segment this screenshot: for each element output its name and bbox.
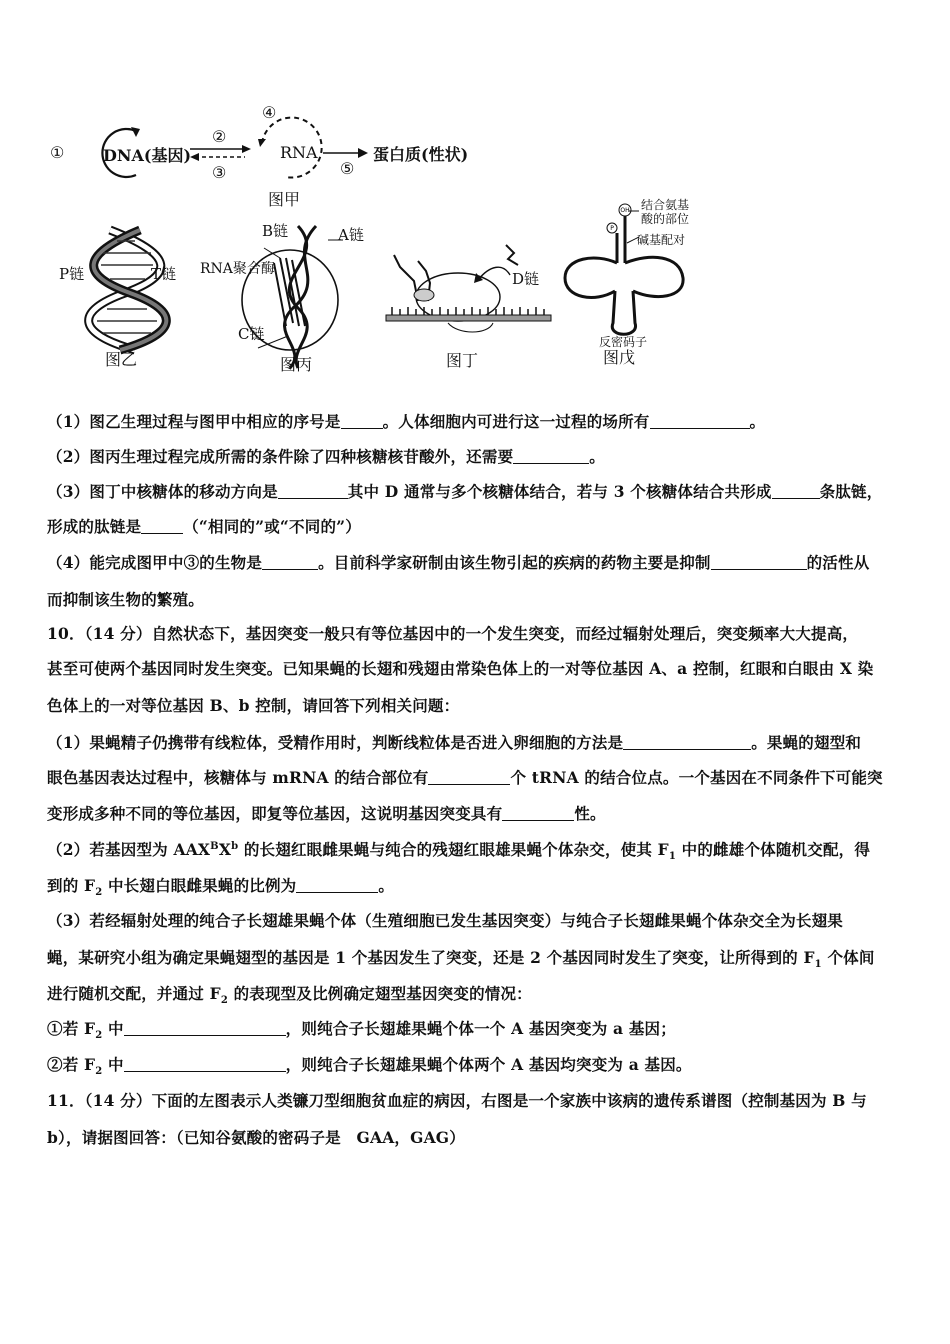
blank[interactable] bbox=[124, 1021, 286, 1036]
figure-yi bbox=[55, 225, 200, 375]
label-t-chain: T链 bbox=[151, 265, 177, 283]
blank[interactable] bbox=[141, 519, 183, 534]
q9-part1: （1）图乙生理过程与图甲中相应的序号是 。人体细胞内可进行这一过程的场所有 。 bbox=[47, 412, 766, 431]
q10-part1: （1）果蝇精子仍携带有线粒体，受精作用时，判断线粒体是否进入卵细胞的方法是 。果蝇的翅型和 bbox=[47, 733, 862, 752]
label-4: ④ bbox=[262, 103, 277, 122]
svg-text:OH: OH bbox=[620, 207, 630, 214]
q10-case1: ①若 $F_2$ 中 ，则纯合子长翅雄果蝇个体一个 A 基因突变为 a 基因； bbox=[47, 1019, 676, 1042]
q9-part4: （4）能完成图甲中③的生物是 。目前科学家研制由该生物引起的疾病的药物主要是抑制 的活性从 bbox=[47, 553, 870, 572]
label-d-chain: D链 bbox=[512, 270, 540, 288]
label-rna: RNA bbox=[280, 143, 318, 162]
label-base-pair: 碱基配对 bbox=[637, 233, 686, 247]
label-5: ⑤ bbox=[340, 159, 355, 178]
label-b-chain: B链 bbox=[262, 222, 289, 240]
q10-part1-cont2: 变形成多种不同的等位基因，即复等位基因，这说明基因突变具有 性。 bbox=[47, 804, 606, 823]
label-aa-site: 结合氨基 bbox=[641, 198, 690, 212]
blank[interactable] bbox=[296, 878, 378, 893]
blank[interactable] bbox=[502, 806, 574, 821]
blank[interactable] bbox=[262, 555, 318, 570]
blank[interactable] bbox=[124, 1057, 286, 1072]
q10-part1-cont: 眼色基因表达过程中，核糖体与 mRNA 的结合部位有 个 tRNA 的结合位点。一个基因在不同条件下可能突 bbox=[47, 768, 883, 787]
q9-part3: （3）图丁中核糖体的移动方向是 其中 D 通常与多个核糖体结合，若与 3 个核糖体结合共形成 条肽链， bbox=[47, 482, 883, 501]
figure-ding bbox=[378, 235, 558, 370]
blank[interactable] bbox=[513, 449, 589, 464]
label-aa-site-2: 酸的部位 bbox=[641, 212, 690, 226]
label-anticodon: 反密码子 bbox=[599, 335, 648, 349]
figure-jia bbox=[40, 95, 500, 210]
label-rna-polymerase: RNA聚合酶 bbox=[200, 261, 275, 277]
caption-bing: 图丙 bbox=[280, 355, 313, 374]
blank[interactable] bbox=[623, 735, 751, 750]
label-c-chain: C链 bbox=[238, 325, 265, 343]
q10-part3-cont2: 进行随机交配，并通过 $F_2$ 的表现型及比例确定翅型基因突变的情况： bbox=[47, 984, 532, 1007]
q10-part3: （3）若经辐射处理的纯合子长翅雄果蝇个体（生殖细胞已发生基因突变）与纯合子长翅雌果蝇个体杂交全为长翅果 bbox=[47, 911, 843, 930]
blank[interactable] bbox=[428, 770, 510, 785]
q10-part2: （2）若基因型为 $AAX^BX^b$ 的长翅红眼雌果蝇与纯合的残翅红眼雄果蝇个体杂交，使其 $F_1$ 中的雌雄个体随机交配，得 bbox=[47, 840, 871, 863]
blank[interactable] bbox=[772, 484, 820, 499]
label-p-chain: P链 bbox=[59, 265, 85, 283]
q10-case2: ②若 $F_2$ 中 ，则纯合子长翅雄果蝇个体两个 A 基因均突变为 a 基因。 bbox=[47, 1055, 692, 1078]
label-1: ① bbox=[50, 143, 65, 162]
svg-text:P: P bbox=[610, 225, 614, 232]
label-protein: 蛋白质(性状) bbox=[373, 145, 469, 164]
label-a-chain: A链 bbox=[338, 226, 364, 244]
q10-stem-3: 色体上的一对等位基因 B、b 控制，请回答下列相关问题： bbox=[47, 696, 460, 715]
label-3: ③ bbox=[212, 163, 227, 182]
label-dna: DNA(基因) bbox=[103, 146, 192, 165]
caption-wu: 图戊 bbox=[603, 348, 636, 367]
q9-part2: （2）图丙生理过程完成所需的条件除了四种核糖核苷酸外，还需要 。 bbox=[47, 447, 605, 466]
q10-part3-cont: 蝇，某研究小组为确定果蝇翅型的基因是 1 个基因发生了突变，还是 2 个基因同时发生了突变，让所得到的 $F_1$ 个体间 bbox=[47, 948, 875, 971]
figure-wu bbox=[555, 193, 715, 368]
q10-stem-2: 甚至可使两个基因同时发生突变。已知果蝇的长翅和残翅由常染色体上的一对等位基因 A、a 控制，红眼和白眼由 X 染 bbox=[47, 659, 874, 678]
q11-stem-1: 11．（14 分）下面的左图表示人类镰刀型细胞贫血症的病因，右图是一个家族中该病的遗传系谱图（控制基因为 B 与 bbox=[47, 1091, 867, 1110]
blank[interactable] bbox=[341, 414, 383, 429]
blank[interactable] bbox=[650, 414, 750, 429]
blank[interactable] bbox=[278, 484, 348, 499]
blank[interactable] bbox=[711, 555, 807, 570]
q9-part4-cont: 而抑制该生物的繁殖。 bbox=[47, 590, 205, 609]
figure-bing bbox=[198, 218, 373, 376]
q10-stem-1: 10．（14 分）自然状态下，基因突变一般只有等位基因中的一个发生突变，而经过辐射处理后，突变频率大大提高， bbox=[47, 624, 859, 643]
label-2: ② bbox=[212, 127, 227, 146]
caption-yi: 图乙 bbox=[105, 350, 138, 369]
q11-stem-2: b），请据图回答：（已知谷氨酸的密码子是 GAA，GAG） bbox=[47, 1128, 465, 1147]
caption-jia: 图甲 bbox=[268, 190, 301, 209]
q10-part2-cont: 到的 $F_2$ 中长翅白眼雌果蝇的比例为 。 bbox=[47, 876, 395, 899]
caption-ding: 图丁 bbox=[446, 351, 479, 370]
q9-part3-cont: 形成的肽链是 （“相同的”或“不同的”） bbox=[47, 517, 361, 536]
